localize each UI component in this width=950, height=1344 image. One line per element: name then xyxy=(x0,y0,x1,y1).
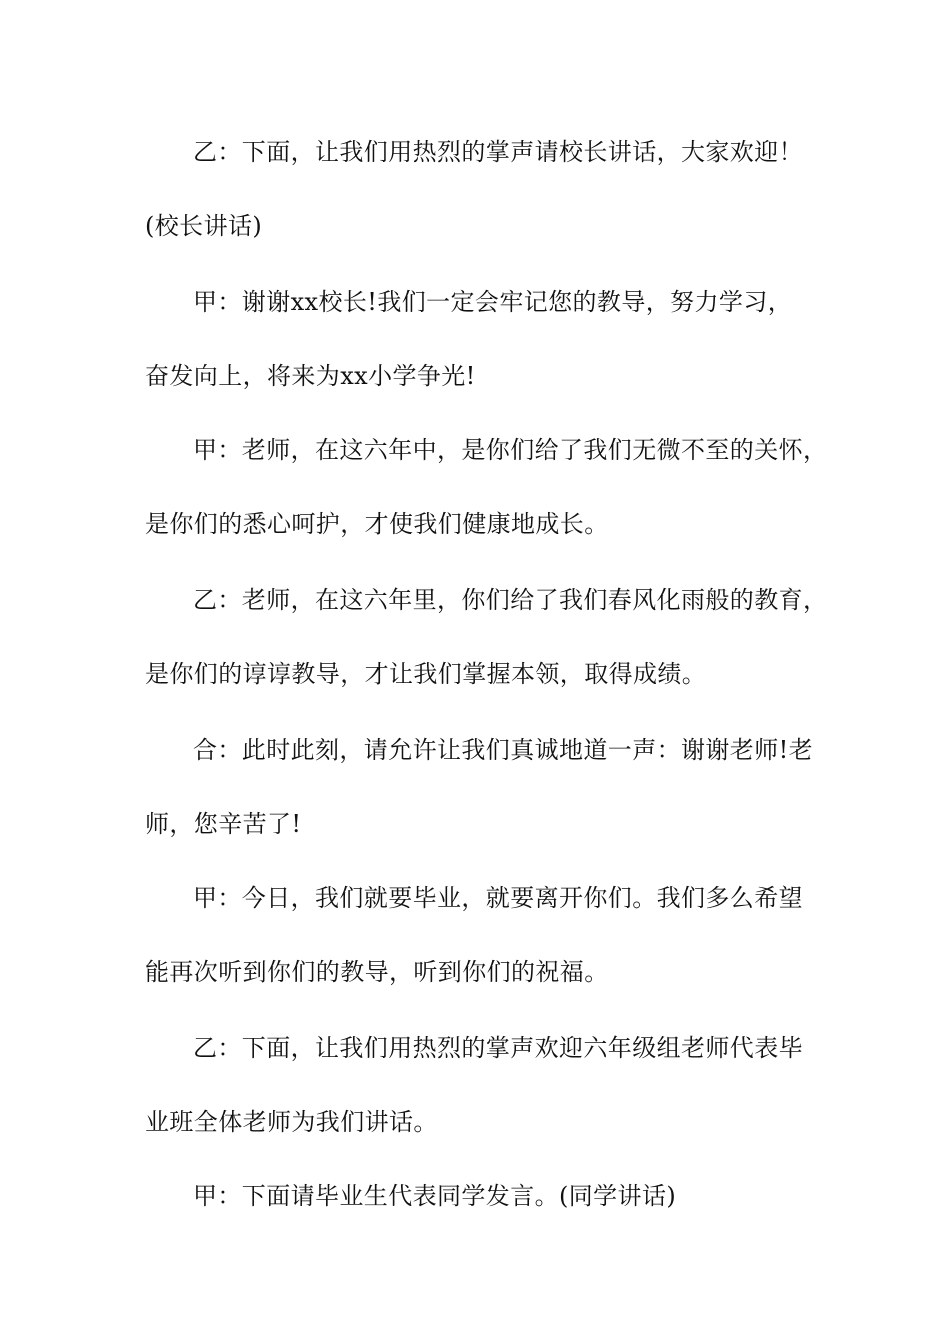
paragraph-line: 乙：下面，让我们用热烈的掌声请校长讲话，大家欢迎！ xyxy=(193,138,803,166)
paragraph-line: 能再次听到你们的教导，听到你们的祝福。 xyxy=(145,958,609,986)
paragraph-line: 乙：下面，让我们用热烈的掌声欢迎六年级组老师代表毕 xyxy=(193,1034,803,1062)
paragraph-line: (校长讲话) xyxy=(145,212,263,240)
paragraph-line: 是你们的悉心呵护，才使我们健康地成长。 xyxy=(145,510,609,538)
paragraph-line: 合：此时此刻，请允许让我们真诚地道一声：谢谢老师!老 xyxy=(193,736,814,764)
paragraph-line: 师，您辛苦了! xyxy=(145,810,302,838)
paragraph-line: 甲：今日，我们就要毕业，就要离开你们。我们多么希望 xyxy=(193,884,803,912)
paragraph-line: 甲：下面请毕业生代表同学发言。(同学讲话) xyxy=(193,1182,677,1210)
paragraph-line: 甲：老师，在这六年中，是你们给了我们无微不至的关怀， xyxy=(193,436,828,464)
paragraph-line: 甲：谢谢xx校长!我们一定会牢记您的教导，努力学习， xyxy=(193,288,793,316)
paragraph-line: 乙：老师，在这六年里，你们给了我们春风化雨般的教育， xyxy=(193,586,828,614)
paragraph-line: 业班全体老师为我们讲话。 xyxy=(145,1108,438,1136)
paragraph-line: 奋发向上，将来为xx小学争光! xyxy=(145,362,476,390)
paragraph-line: 是你们的谆谆教导，才让我们掌握本领，取得成绩。 xyxy=(145,660,707,688)
